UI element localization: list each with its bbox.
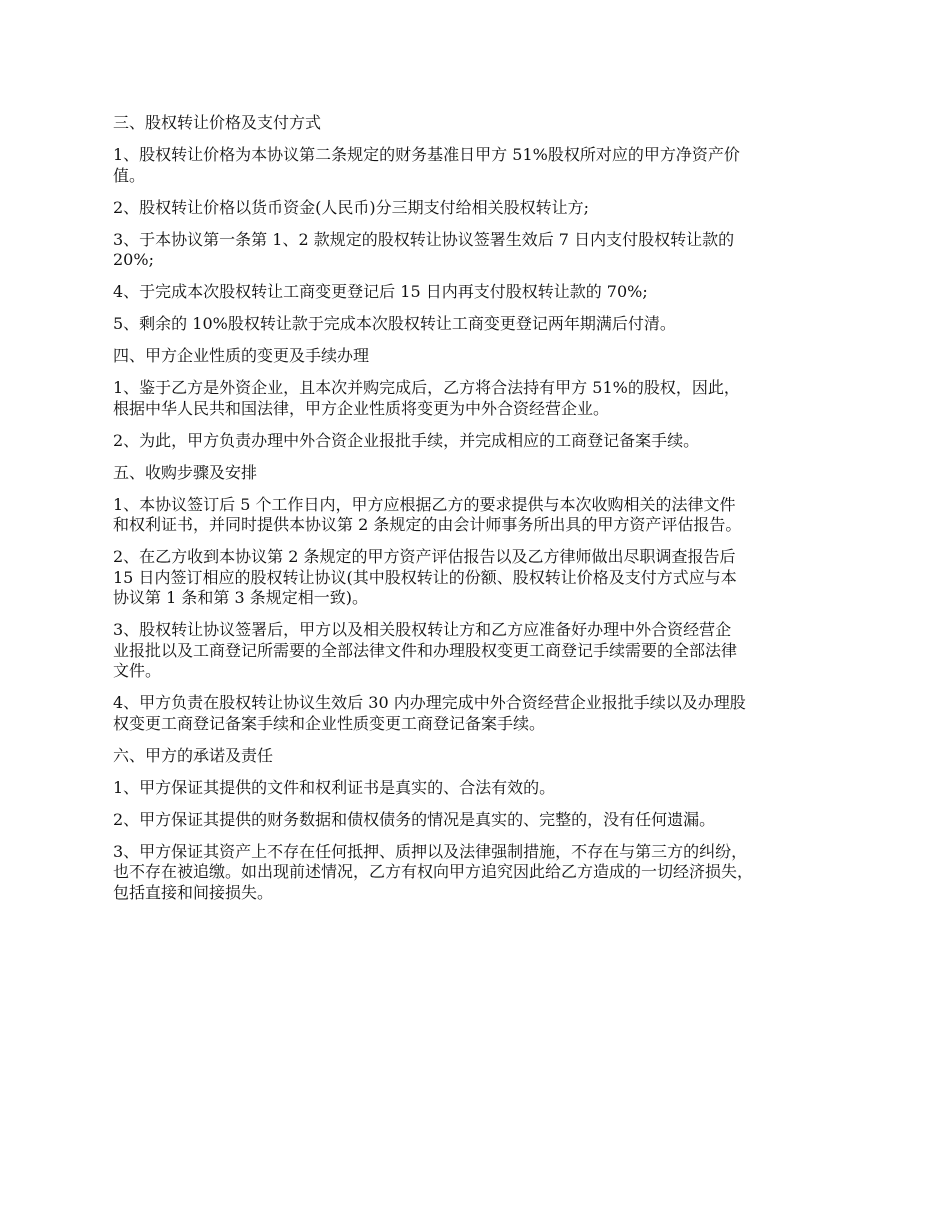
section-heading-acquisition-steps: 五、收购步骤及安排 [113,462,258,482]
document-page [113,113,841,915]
clause-6-1: 1、甲方保证其提供的文件和权利证书是真实的、合法有效的。 [113,777,556,797]
clause-4-1: 1、鉴于乙方是外资企业，且本次并购完成后，乙方将合法持有甲方 51%的股权，因此， 根据中华人民共和国法律，甲方企业性质将变更为中外合资经营企业。 [113,378,740,418]
section-heading-price-payment: 三、股权转让价格及支付方式 [113,113,322,132]
clause-5-1: 1、本协议签订后 5 个工作日内，甲方应根据乙方的要求提供与本次收购相关的法律文件 和权利证书，并同时提供本协议第 2 条规定的由会计师事务所出具的甲方资产评估报告。 [113,494,742,534]
section-heading-enterprise-nature: 四、甲方企业性质的变更及手续办理 [113,346,370,365]
clause-5-4: 4、甲方负责在股权转让协议生效后 30 内办理完成中外合资经营企业报批手续以及办理股 权变更工商登记备案手续和企业性质变更工商登记备案手续。 [113,693,746,733]
clause-3-1: 1、股权转让价格为本协议第二条规定的财务基准日甲方 51%股权所对应的甲方净资产价 值。 [113,145,740,185]
clause-3-2: 2、股权转让价格以货币资金(人民币)分三期支付给相关股权转让方; [113,197,590,217]
clause-6-2: 2、甲方保证其提供的财务数据和债权债务的情况是真实的、完整的，没有任何遗漏。 [113,809,716,829]
clause-6-3: 3、甲方保证其资产上不存在任何抵押、质押以及法律强制措施，不存在与第三方的纠纷， 也不存在被追缴。如出现前述情况，乙方有权向甲方追究因此给乙方造成的一切经济损失， 包括直接和间接损失。 [113,841,754,902]
clause-3-5: 5、剩余的 10%股权转让款于完成本次股权转让工商变更登记两年期满后付清。 [113,314,676,333]
clause-5-3: 3、股权转让协议签署后，甲方以及相关股权转让方和乙方应准备好办理中外合资经营企 业报批以及工商登记所需要的全部法律文件和办理股权变更工商登记手续需要的全部法律 文件。 [113,620,738,680]
clause-3-3: 3、于本协议第一条第 1、2 款规定的股权转让协议签署生效后 7 日内支付股权转让款的 20%; [113,229,735,269]
clause-4-2: 2、为此，甲方负责办理中外合资企业报批手续，并完成相应的工商登记备案手续。 [113,430,700,450]
clause-3-4: 4、于完成本次股权转让工商变更登记后 15 日内再支付股权转让款的 70%; [113,282,648,301]
clause-5-2: 2、在乙方收到本协议第 2 条规定的甲方资产评估报告以及乙方律师做出尽职调查报告后 15 日内签订相应的股权转让协议(其中股权转让的份额、股权转让价格及支付方式应与本 协议第 1 条和第 3 条规定相一致)。 [113,547,737,607]
section-heading-party-a-commitments: 六、甲方的承诺及责任 [113,745,274,765]
